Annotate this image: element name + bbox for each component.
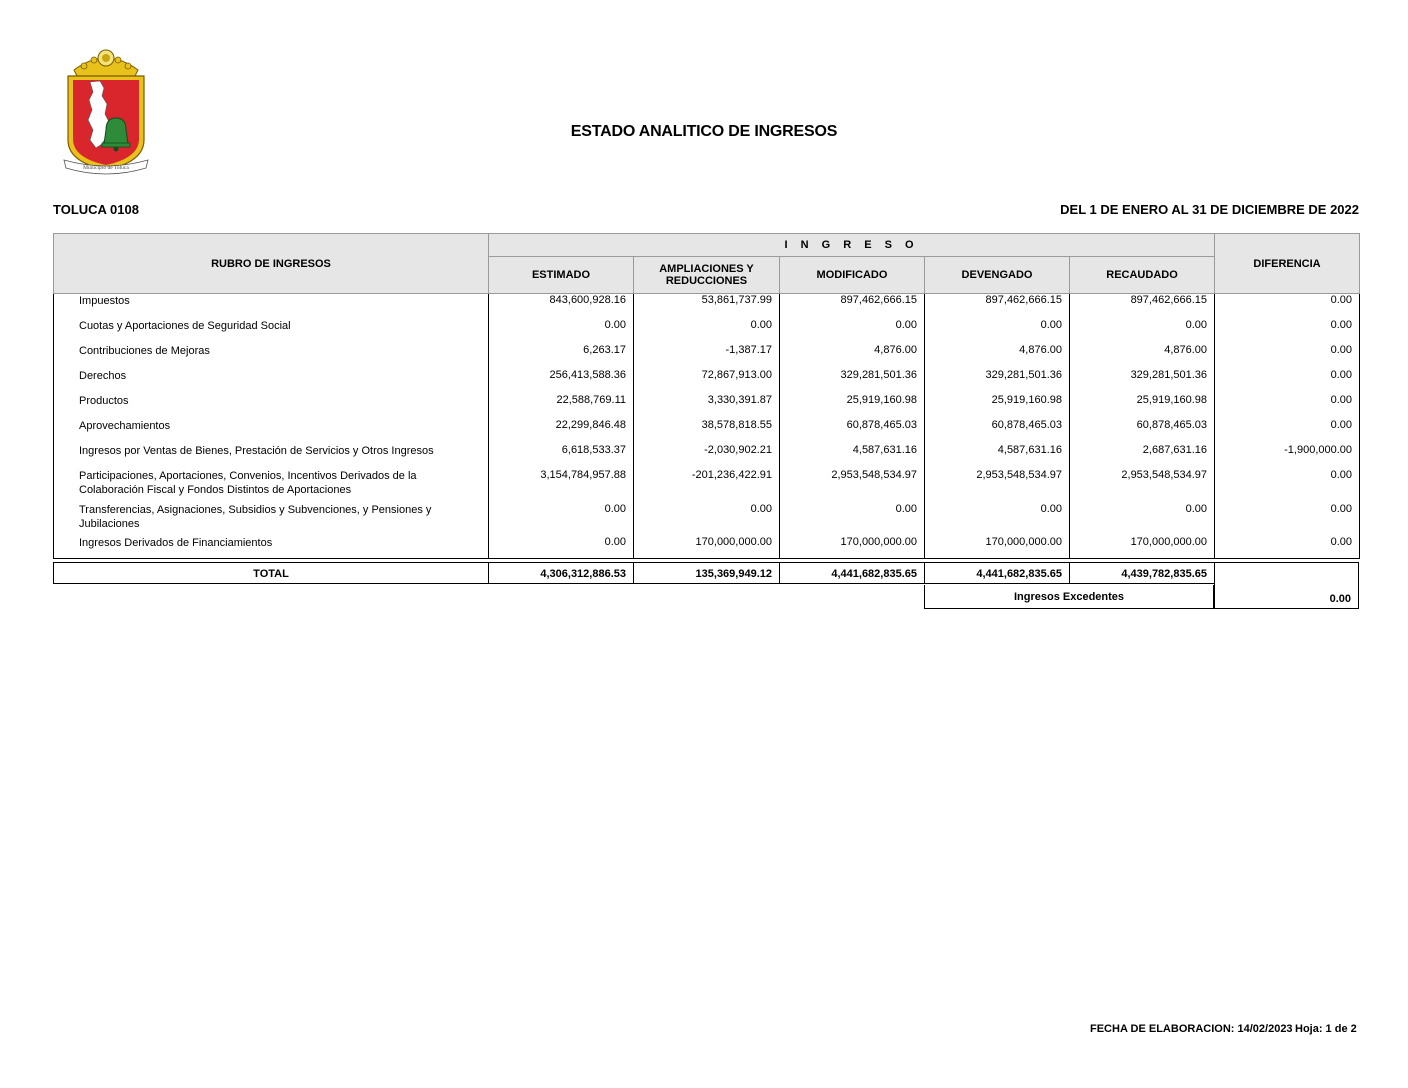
coat-of-arms-logo [60,48,152,176]
row-ampliaciones: 170,000,000.00 [634,536,780,559]
total-label: TOTAL [53,562,488,584]
row-ampliaciones: -1,387.17 [634,344,780,369]
row-devengado: 170,000,000.00 [925,536,1070,559]
footer-hoja: Hoja: 1 de 2 [1295,1023,1357,1035]
table-row [54,469,1360,503]
table-row [54,444,1360,469]
row-devengado: 25,919,160.98 [925,394,1070,419]
row-rubro: Ingresos Derivados de Financiamientos [54,536,489,559]
row-modificado: 329,281,501.36 [780,369,925,394]
table-row [54,536,1360,559]
row-rubro: Contribuciones de Mejoras [54,344,489,369]
header-ampliaciones: AMPLIACIONES Y REDUCCIONES [634,257,780,294]
row-devengado: 0.00 [925,319,1070,344]
row-ampliaciones: 3,330,391.87 [634,394,780,419]
row-modificado: 60,878,465.03 [780,419,925,444]
row-devengado: 329,281,501.36 [925,369,1070,394]
totals-block [53,562,1359,609]
row-recaudado: 0.00 [1070,319,1215,344]
row-ampliaciones: 38,578,818.55 [634,419,780,444]
table-row [54,344,1360,369]
row-devengado: 2,953,548,534.97 [925,469,1070,503]
row-diferencia: 0.00 [1215,419,1360,444]
report-period: DEL 1 DE ENERO AL 31 DE DICIEMBRE DE 2022 [1060,202,1359,217]
row-rubro: Derechos [54,369,489,394]
row-rubro: Cuotas y Aportaciones de Seguridad Social [54,319,489,344]
row-modificado: 4,587,631.16 [780,444,925,469]
report-title: ESTADO ANALITICO DE INGRESOS [570,123,838,140]
total-modificado: 4,441,682,835.65 [779,562,924,584]
total-estimado: 4,306,312,886.53 [488,562,633,584]
table-body [54,294,1360,559]
row-rubro: Aprovechamientos [54,419,489,444]
row-ampliaciones: 53,861,737.99 [634,294,780,319]
row-recaudado: 4,876.00 [1070,344,1215,369]
row-recaudado: 2,953,548,534.97 [1070,469,1215,503]
row-recaudado: 329,281,501.36 [1070,369,1215,394]
row-estimado: 6,263.17 [489,344,634,369]
row-diferencia: 0.00 [1215,344,1360,369]
row-diferencia: -1,900,000.00 [1215,444,1360,469]
header-modificado: MODIFICADO [780,257,925,294]
row-rubro: Impuestos [54,294,489,319]
excedentes-value: 0.00 [1329,593,1351,605]
row-estimado: 22,588,769.11 [489,394,634,419]
row-ampliaciones: 0.00 [634,319,780,344]
fecha-value: 14/02/2023 [1237,1023,1293,1035]
row-diferencia: 0.00 [1215,536,1360,559]
row-modificado: 2,953,548,534.97 [780,469,925,503]
header-devengado: DEVENGADO [925,257,1070,294]
row-devengado: 0.00 [925,503,1070,536]
row-diferencia: 0.00 [1215,294,1360,319]
row-devengado: 4,587,631.16 [925,444,1070,469]
row-ampliaciones: -2,030,902.21 [634,444,780,469]
svg-text:Municipio de Toluca: Municipio de Toluca [83,165,129,171]
row-devengado: 897,462,666.15 [925,294,1070,319]
excedentes-label: Ingresos Excedentes [924,585,1214,609]
row-recaudado: 25,919,160.98 [1070,394,1215,419]
row-estimado: 0.00 [489,319,634,344]
table-row [54,369,1360,394]
row-ampliaciones: 0.00 [634,503,780,536]
row-modificado: 25,919,160.98 [780,394,925,419]
row-modificado: 897,462,666.15 [780,294,925,319]
total-devengado: 4,441,682,835.65 [924,562,1069,584]
header-rubro: RUBRO DE INGRESOS [54,234,489,294]
row-estimado: 843,600,928.16 [489,294,634,319]
row-estimado: 256,413,588.36 [489,369,634,394]
row-estimado: 0.00 [489,536,634,559]
table-row [54,419,1360,444]
row-ampliaciones: 72,867,913.00 [634,369,780,394]
row-recaudado: 897,462,666.15 [1070,294,1215,319]
row-modificado: 4,876.00 [780,344,925,369]
row-estimado: 3,154,784,957.88 [489,469,634,503]
table-row [54,319,1360,344]
entity-name: TOLUCA 0108 [53,202,139,217]
row-devengado: 60,878,465.03 [925,419,1070,444]
header-diferencia: DIFERENCIA [1215,234,1360,294]
footer-fecha [1090,1023,1293,1035]
total-ampliaciones: 135,369,949.12 [633,562,779,584]
row-recaudado: 2,687,631.16 [1070,444,1215,469]
row-rubro: Ingresos por Ventas de Bienes, Prestación de Servicios y Otros Ingresos [54,444,489,469]
header-estimado: ESTIMADO [489,257,634,294]
table-row [54,394,1360,419]
row-devengado: 4,876.00 [925,344,1070,369]
crown-icon [74,50,138,78]
table-row [54,503,1360,536]
row-modificado: 170,000,000.00 [780,536,925,559]
row-ampliaciones: -201,236,422.91 [634,469,780,503]
table-row [54,294,1360,319]
row-recaudado: 60,878,465.03 [1070,419,1215,444]
row-recaudado: 170,000,000.00 [1070,536,1215,559]
fecha-label: FECHA DE ELABORACION: [1090,1023,1235,1035]
row-recaudado: 0.00 [1070,503,1215,536]
row-modificado: 0.00 [780,503,925,536]
row-diferencia: 0.00 [1215,369,1360,394]
row-rubro: Productos [54,394,489,419]
row-diferencia: 0.00 [1215,503,1360,536]
income-table [53,233,1360,559]
row-diferencia: 0.00 [1215,394,1360,419]
row-diferencia: 0.00 [1215,319,1360,344]
row-rubro: Transferencias, Asignaciones, Subsidios y Subvenciones, y Pensiones y Jubilaciones [54,503,489,536]
row-estimado: 22,299,846.48 [489,419,634,444]
row-estimado: 0.00 [489,503,634,536]
row-estimado: 6,618,533.37 [489,444,634,469]
header-recaudado: RECAUDADO [1070,257,1215,294]
header-ingreso-group: I N G R E S O [489,234,1215,257]
row-rubro: Participaciones, Aportaciones, Convenios, Incentivos Derivados de la Colaboración Fiscal y Fondos Distintos de Aportaciones [54,469,489,503]
total-recaudado: 4,439,782,835.65 [1069,562,1214,584]
excedentes-value-cell [1214,562,1359,609]
row-modificado: 0.00 [780,319,925,344]
row-diferencia: 0.00 [1215,469,1360,503]
